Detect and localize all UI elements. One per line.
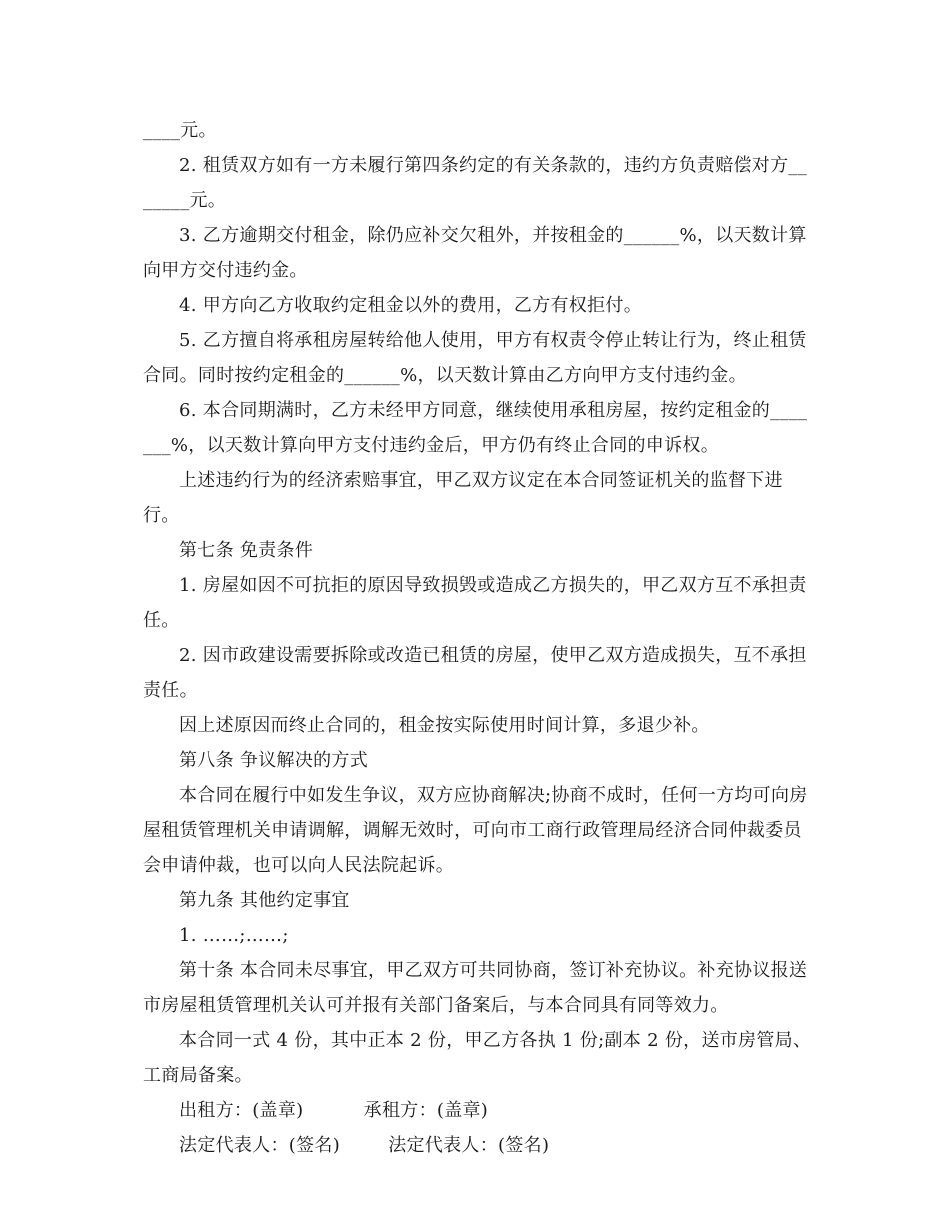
paragraph-breach-clause-4: 4. 甲方向乙方收取约定租金以外的费用，乙方有权拒付。 — [179, 295, 642, 316]
paragraph-exemption-1: 1. 房屋如因不可抗拒的原因导致损毁或造成乙方损失的，甲乙双方互不承担责任。 — [143, 575, 807, 631]
paragraph-breach-clause-3: 3. 乙方逾期交付租金，除仍应补交欠租外，并按租金的______%，以天数计算向甲方交付违约金。 — [143, 225, 807, 281]
paragraph-exemption-settlement: 因上述原因而终止合同的，租金按实际使用时间计算，多退少补。 — [179, 715, 710, 736]
paragraph-amount-tail: ____元。 — [143, 120, 217, 141]
paragraph-exemption-2: 2. 因市政建设需要拆除或改造已租赁的房屋，使甲乙双方造成损失，互不承担责任。 — [143, 645, 807, 701]
paragraph-other-matters: 1. ……;……; — [179, 925, 289, 946]
section-heading-10: 第十条 本合同未尽事宜，甲乙双方可共同协商，签订补充协议。补充协议报送市房屋租赁管理机关认可并报有关部门备案后，与本合同具有同等效力。 — [143, 960, 808, 1016]
lessor-seal-label: 出租方：(盖章) — [179, 1100, 304, 1121]
section-heading-9: 第九条 其他约定事宜 — [179, 890, 350, 911]
paragraph-breach-clause-6: 6. 本合同期满时，乙方未经甲方同意，继续使用承租房屋，按约定租金的_______%，以天数计算向甲方支付违约金后，甲方仍有终止合同的申诉权。 — [143, 400, 808, 456]
contract-body — [143, 113, 813, 1163]
paragraph-breach-clause-5: 5. 乙方擅自将承租房屋转给他人使用，甲方有权责令停止转让行为，终止租赁合同。同时按约定租金的______%，以天数计算由乙方向甲方支付违约金。 — [143, 330, 807, 386]
lessee-rep-label: 法定代表人：(签名) — [388, 1135, 550, 1156]
lessor-rep-label: 法定代表人：(签名) — [179, 1135, 341, 1156]
paragraph-copies: 本合同一式 4 份，其中正本 2 份，甲乙方各执 1 份;副本 2 份，送市房管局、工商局备案。 — [143, 1030, 812, 1086]
paragraph-breach-summary: 上述违约行为的经济索赔事宜，甲乙双方议定在本合同签证机关的监督下进行。 — [143, 470, 783, 526]
signature-row-rep — [143, 1128, 813, 1163]
paragraph-dispute-resolution: 本合同在履行中如发生争议，双方应协商解决;协商不成时，任何一方均可向房屋租赁管理机关申请调解，调解无效时，可向市工商行政管理局经济合同仲裁委员会申请仲裁，也可以向人民法院起诉。 — [143, 785, 808, 876]
section-heading-8: 第八条 争议解决的方式 — [179, 750, 369, 771]
signature-row-seal — [143, 1093, 813, 1128]
paragraph-breach-clause-2: 2. 租赁双方如有一方未履行第四条约定的有关条款的，违约方负责赔偿对方_______元。 — [143, 155, 807, 211]
section-heading-7: 第七条 免责条件 — [179, 540, 314, 561]
lessee-seal-label: 承租方：(盖章) — [363, 1100, 489, 1121]
